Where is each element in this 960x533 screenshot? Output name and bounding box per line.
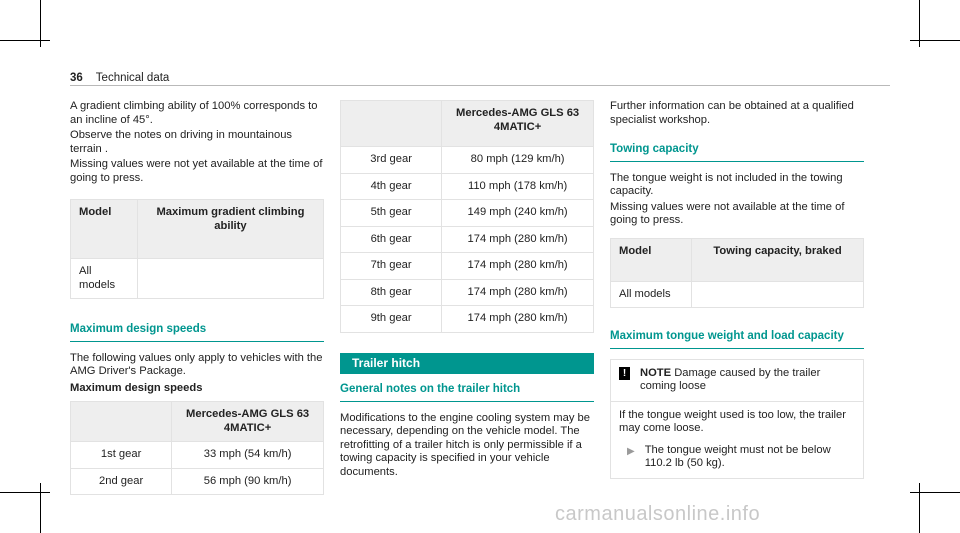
table-cell: [137, 259, 323, 299]
speeds-table-2: [340, 100, 594, 333]
missing-values-text: Missing values were not available at the time of going to press.: [610, 200, 845, 226]
note-bullet: [619, 444, 855, 471]
trailer-hitch-bar: Trailer hitch: [340, 353, 594, 375]
page-number: 36: [70, 72, 83, 84]
crop-mark: [40, 483, 41, 533]
table-cell: 174 mph (280 km/h): [442, 306, 594, 333]
table-cell: 4th gear: [341, 173, 442, 200]
table-header: Mercedes-AMG GLS 63 4MATIC+: [442, 101, 594, 147]
note-text: If the tongue weight used is too low, the trailer may come loose.: [619, 408, 846, 434]
table-header: Towing capacity, braked: [692, 238, 864, 281]
table-cell: [692, 281, 864, 308]
table-row: [71, 468, 324, 495]
table-header: Mercedes-AMG GLS 63 4MATIC+: [172, 402, 324, 442]
speeds-table-1: [70, 401, 324, 495]
table-row: [71, 442, 324, 469]
table-cell: 174 mph (280 km/h): [442, 253, 594, 280]
table-row: [341, 173, 594, 200]
column-1: [70, 100, 324, 495]
note-body: [611, 402, 863, 478]
crop-mark: [0, 492, 50, 493]
table-cell: 110 mph (178 km/h): [442, 173, 594, 200]
table-row: [341, 226, 594, 253]
page-header: [70, 72, 169, 84]
tongue-weight-text: The tongue weight is not included in the towing capacity.: [610, 171, 843, 197]
towing-table: [610, 238, 864, 309]
table-cell: All models: [611, 281, 692, 308]
crop-mark: [910, 40, 960, 41]
column-2: [340, 100, 594, 481]
table-cell: 149 mph (240 km/h): [442, 200, 594, 227]
watermark: carmanualsonline.info: [555, 503, 761, 525]
tongue-weight-heading: Maximum tongue weight and load capacity: [610, 330, 864, 349]
table-row: [341, 253, 594, 280]
table-header: Model: [611, 238, 692, 281]
table-cell: 174 mph (280 km/h): [442, 279, 594, 306]
table-row: [611, 281, 864, 308]
speeds-subheading: Maximum design speeds: [70, 381, 203, 394]
crop-mark: [0, 40, 50, 41]
table-cell: 3rd gear: [341, 147, 442, 174]
table-cell: All models: [71, 259, 138, 299]
table-cell: 7th gear: [341, 253, 442, 280]
note-title: Damage caused by the trailer coming loose: [640, 366, 821, 392]
table-header: Maximum gradient climbing ability: [137, 200, 323, 259]
further-info-text: Further information can be obtained at a qualified specialist workshop.: [610, 100, 854, 126]
note-bullet-text: The tongue weight must not be below 110.2 lb (50 kg).: [644, 443, 831, 469]
crop-mark: [910, 492, 960, 493]
table-row: [71, 259, 324, 299]
gradient-table: [70, 199, 324, 299]
speeds-intro: The following values only apply to vehicles with the AMG Driver's Package.: [70, 351, 323, 377]
crop-mark: [919, 483, 920, 533]
table-cell: 9th gear: [341, 306, 442, 333]
table-row: [341, 200, 594, 227]
table-row: [341, 306, 594, 333]
table-header: Model: [71, 200, 138, 259]
section-title: Technical data: [95, 72, 170, 84]
note-label: NOTE: [640, 366, 672, 379]
speeds-heading: Maximum design speeds: [70, 323, 324, 342]
towing-capacity-heading: Towing capacity: [610, 143, 864, 162]
table-row: [341, 147, 594, 174]
missing-values-text: Missing values were not yet available at the time of going to press.: [70, 158, 323, 184]
table-cell: 6th gear: [341, 226, 442, 253]
gradient-text: A gradient climbing ability of 100% corresponds to an incline of 45°.: [70, 100, 318, 126]
observe-text: Observe the notes on driving in mountainous terrain .: [70, 129, 293, 155]
table-row: [341, 279, 594, 306]
general-notes-heading: General notes on the trailer hitch: [340, 383, 594, 402]
arrow-right-icon: ▶: [627, 445, 635, 457]
general-notes-text: Modifications to the engine cooling system may be necessary, depending on the vehicle model. The retrofitting of a trailer hitch is only permissible if a towing capacity is specified in your vehicle documents.: [340, 411, 590, 478]
header-rule: [70, 85, 890, 86]
table-cell: 33 mph (54 km/h): [172, 442, 324, 469]
table-cell: 2nd gear: [71, 468, 172, 495]
table-cell: 5th gear: [341, 200, 442, 227]
table-cell: 80 mph (129 km/h): [442, 147, 594, 174]
table-cell: 1st gear: [71, 442, 172, 469]
table-cell: 56 mph (90 km/h): [172, 468, 324, 495]
warning-icon: !: [619, 367, 630, 380]
note-box: [610, 359, 864, 479]
table-cell: 174 mph (280 km/h): [442, 226, 594, 253]
note-header: [611, 360, 863, 402]
table-cell: 8th gear: [341, 279, 442, 306]
column-3: [610, 100, 864, 479]
